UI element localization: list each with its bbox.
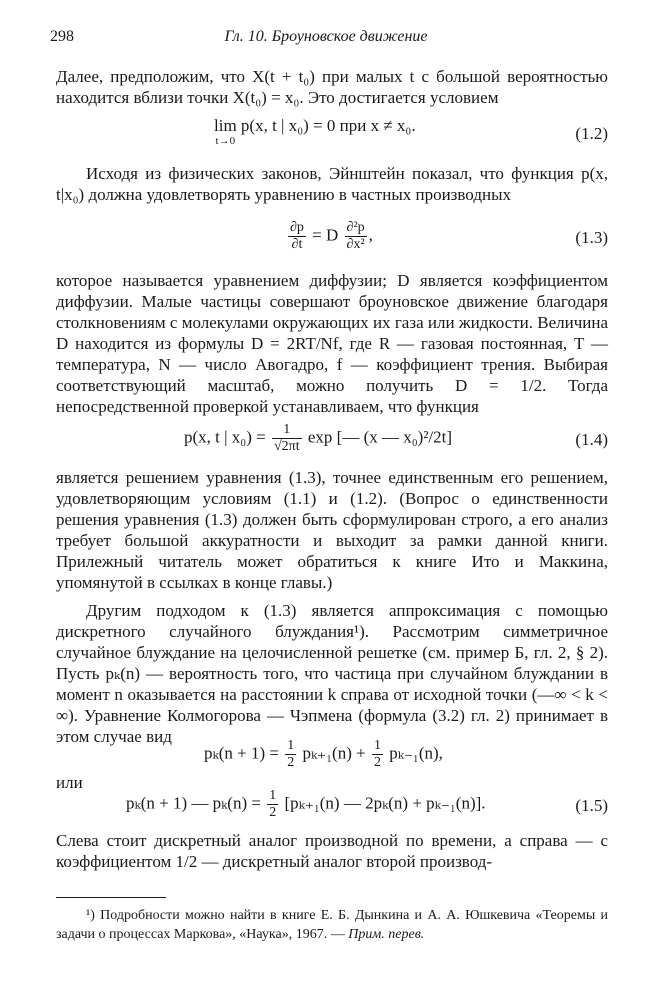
footnote-text: ¹) Подробности можно найти в книге Е. Б. Дынкина и А. А. Юшкевича «Теоремы и задачи о процессах Маркова», «Наука», 1967. — xyxy=(56,908,608,942)
paragraph-6: Слева стоит дискретный аналог производной по времени, а справа — с коэффициентом 1/2 — дискретный аналог второй производ- xyxy=(56,831,608,871)
footnote-rule xyxy=(56,897,166,898)
equation-1-2 xyxy=(56,116,608,152)
equation-number-1-3: (1.3) xyxy=(575,228,608,247)
equation-1-5: pₖ(n + 1) — pₖ(n) = $\frac{1}{2}$ [pₖ₊₁(n) — 2pₖ(n) + pₖ₋₁(n)]. (1.5) xyxy=(126,788,608,820)
paragraph-5: Другим подходом к (1.3) является аппроксимация с помощью дискретного случайного блуждания¹). Рассмотрим симметричное случайное блуждание на целочисленной решетке (см. пример Б, гл. 2, § 2). Пусть pₖ(n) — вероятность того, что частица при случайном блуждании в момент n оказывается на расстоянии k справа от исходной точки (—∞ < k < ∞). Уравнение Колмогорова — Чэпмена (формула (3.2) гл. 2) принимает в этом случае вид xyxy=(56,601,608,746)
equation-number-1-2: (1.2) xyxy=(575,124,608,143)
page-header xyxy=(50,28,602,50)
equation-1-3: $\frac{\partial p}{\partial t}$ = D $\frac{\text{∂²p}}{\text{∂x²}}$ , (1.3) xyxy=(290,220,608,252)
running-title: Гл. 10. Броуновское движение xyxy=(224,28,428,45)
equation-1-2-body: p(x, t | x₀) = 0 при x ≠ x₀. xyxy=(240,116,416,135)
or-word: или xyxy=(56,773,83,792)
equation-number-1-5: (1.5) xyxy=(575,796,608,815)
paragraph-1: Далее, предположим, что X(t + t₀) при малых t с большой вероятностью находится вблизи точки X(t₀) = x₀. Это достигается условием xyxy=(56,67,608,107)
paragraph-2: Исходя из физических законов, Эйнштейн показал, что функция p(x, t|x₀) должна удовлетворять уравнению в частных производных xyxy=(56,164,608,204)
equation-1-4: p(x, t | x₀) = $\frac{1}{√2\pi t}$ exp [— (x — x₀)²/2t] (1.4) xyxy=(184,422,608,454)
paragraph-3: которое называется уравнением диффузии; D является коэффициентом диффузии. Малые частицы совершают броуновское движение благодаря столкновениям с молекулами окружающих их газа или жидкости. Величина D находится из формулы D = 2RT/Nf, где R — газовая постоянная, T — температура, N — число Авогадро, f — коэффициент трения. Выбирая соответствующий масштаб, можно получить D = 1/2. Тогда непосредственной проверкой устанавливаем, что функция xyxy=(56,271,608,416)
limit-operator: lim t→0 xyxy=(214,116,237,147)
translator-note: Прим. перев. xyxy=(348,927,425,942)
equation-number-1-4: (1.4) xyxy=(575,430,608,449)
equation-random-walk: pₖ(n + 1) = $\frac{1}{2}$ pₖ₊₁(n) + $\frac{1}{2}$ pₖ₋₁(n), xyxy=(204,738,443,770)
page-number: 298 xyxy=(50,28,74,45)
footnote xyxy=(56,906,608,944)
paragraph-4: является решением уравнения (1.3), точнее единственным его решением, удовлетворяющим условиям (1.1) и (1.2). (Вопрос о единственности решения уравнения (1.3) должен быть сформулирован строго, а его анализ требует большой аккуратности и выходит за рамки данной книги. Прилежный читатель может обратиться к книге Ито и Маккина, упомянутой в ссылках в конце главы.) xyxy=(56,468,608,592)
